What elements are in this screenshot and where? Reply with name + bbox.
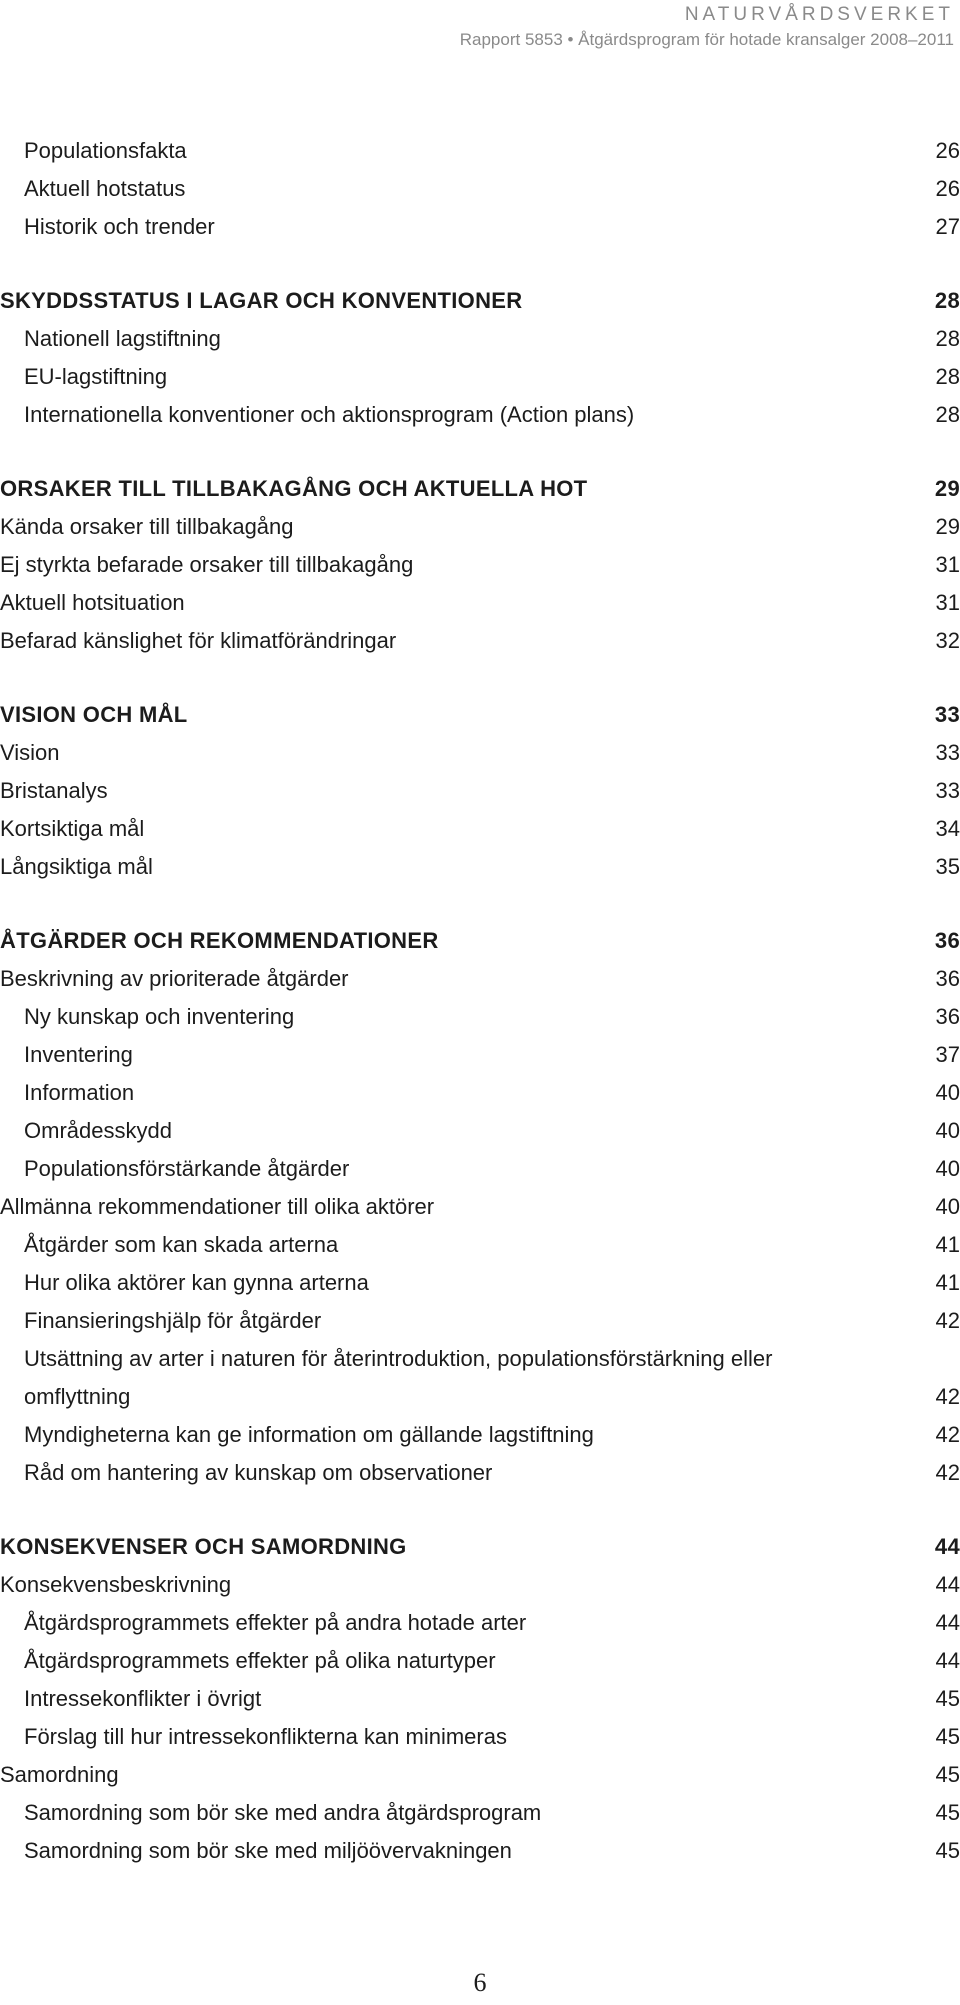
toc-entry-page: 42	[935, 1384, 960, 1409]
toc-entry-title: Inventering	[24, 1042, 133, 1067]
toc-entry[interactable]	[0, 396, 960, 434]
toc-entry-title: Information	[24, 1080, 135, 1105]
toc-entry-page: 29	[934, 476, 960, 501]
toc-entry-page: 28	[935, 402, 960, 427]
toc-entry-page: 31	[935, 590, 960, 615]
toc-entry[interactable]	[0, 734, 960, 772]
toc-entry[interactable]	[0, 1566, 960, 1604]
toc-entry-title: EU-lagstiftning	[24, 364, 168, 389]
toc-entry[interactable]	[0, 1264, 960, 1302]
toc-entry-page: 41	[935, 1270, 960, 1295]
toc-heading[interactable]	[0, 922, 960, 960]
toc-entry-title: Aktuell hotsituation	[0, 590, 185, 615]
toc-entry-title: Ny kunskap och inventering	[24, 1004, 295, 1029]
toc-entry-page: 45	[935, 1800, 960, 1825]
toc-entry[interactable]	[0, 1794, 960, 1832]
toc-entry-title: Kända orsaker till tillbakagång	[0, 514, 294, 539]
toc-entry[interactable]	[0, 1188, 960, 1226]
toc-entry[interactable]	[0, 1074, 960, 1112]
toc-entry-page: 34	[935, 816, 960, 841]
toc-entry-page: 28	[934, 288, 960, 313]
table-of-contents	[0, 132, 960, 1906]
toc-entry[interactable]	[0, 998, 960, 1036]
toc-entry-title: SKYDDSSTATUS I LAGAR OCH KONVENTIONER	[0, 288, 523, 313]
toc-entry[interactable]	[0, 1680, 960, 1718]
toc-entry[interactable]	[0, 170, 960, 208]
toc-entry-title: Historik och trender	[24, 214, 215, 239]
toc-entry-page: 45	[935, 1724, 960, 1749]
toc-entry-title: Bristanalys	[0, 778, 108, 803]
toc-entry-page: 33	[935, 740, 960, 765]
toc-entry[interactable]	[0, 1036, 960, 1074]
toc-entry-title: Befarad känslighet för klimatförändringar	[0, 628, 397, 653]
toc-entry-page: 33	[934, 702, 960, 727]
toc-entry-title: Aktuell hotstatus	[24, 176, 186, 201]
toc-entry-title: Långsiktiga mål	[0, 854, 153, 879]
toc-entry-title: VISION OCH MÅL	[0, 702, 188, 727]
toc-entry-title: Åtgärdsprogrammets effekter på olika naturtyper	[24, 1648, 496, 1673]
toc-entry-title: Vision	[0, 740, 60, 765]
toc-entry[interactable]	[0, 208, 960, 246]
toc-entry[interactable]	[0, 584, 960, 622]
toc-entry-title: Populationsfakta	[24, 138, 187, 163]
toc-entry-title: Kortsiktiga mål	[0, 816, 145, 841]
toc-entry[interactable]	[0, 132, 960, 170]
toc-entry-page: 36	[935, 966, 960, 991]
toc-entry-title: Finansieringshjälp för åtgärder	[24, 1308, 322, 1333]
toc-entry-title: Förslag till hur intressekonflikterna kan minimeras	[24, 1724, 507, 1749]
toc-entry[interactable]	[0, 1718, 960, 1756]
toc-entry-page: 41	[935, 1232, 960, 1257]
toc-entry[interactable]	[0, 1642, 960, 1680]
toc-heading[interactable]	[0, 696, 960, 734]
toc-entry-page: 44	[935, 1648, 960, 1673]
toc-entry[interactable]	[0, 622, 960, 660]
toc-entry-page: 27	[935, 214, 960, 239]
toc-entry-title: Samordning som bör ske med miljöövervakningen	[24, 1838, 512, 1863]
toc-entry-title: Åtgärdsprogrammets effekter på andra hotade arter	[24, 1610, 527, 1635]
toc-entry-page: 44	[935, 1610, 960, 1635]
toc-entry[interactable]	[0, 1340, 960, 1416]
toc-entry-page: 45	[935, 1838, 960, 1863]
toc-entry-page: 36	[935, 1004, 960, 1029]
toc-entry[interactable]	[0, 810, 960, 848]
toc-entry[interactable]	[0, 1150, 960, 1188]
toc-entry-page: 40	[935, 1156, 960, 1181]
toc-entry[interactable]	[0, 1416, 960, 1454]
toc-entry-title: Samordning som bör ske med andra åtgärdsprogram	[24, 1800, 542, 1825]
toc-entry-page: 40	[935, 1080, 960, 1105]
toc-entry[interactable]	[0, 960, 960, 998]
toc-heading[interactable]	[0, 1528, 960, 1566]
toc-entry-title: ÅTGÄRDER OCH REKOMMENDATIONER	[0, 928, 439, 953]
toc-entry[interactable]	[0, 1302, 960, 1340]
page-number: 6	[473, 1968, 487, 1997]
toc-entry-title: Nationell lagstiftning	[24, 326, 221, 351]
toc-entry-title: Utsättning av arter i naturen för återintroduktion, populationsförstärkning eller omflyttning	[24, 1346, 773, 1409]
toc-entry[interactable]	[0, 1604, 960, 1642]
toc-entry[interactable]	[0, 1112, 960, 1150]
toc-entry-page: 28	[935, 326, 960, 351]
toc-entry-title: Populationsförstärkande åtgärder	[24, 1156, 350, 1181]
toc-entry-page: 31	[935, 552, 960, 577]
toc-entry-page: 40	[935, 1194, 960, 1219]
toc-entry-title: Intressekonflikter i övrigt	[24, 1686, 262, 1711]
toc-entry-title: Samordning	[0, 1762, 119, 1787]
toc-entry-page: 32	[935, 628, 960, 653]
toc-entry-page: 42	[935, 1460, 960, 1485]
toc-entry-page: 37	[935, 1042, 960, 1067]
toc-entry-title: Internationella konventioner och aktionsprogram (Action plans)	[24, 402, 635, 427]
toc-entry[interactable]	[0, 320, 960, 358]
toc-section	[0, 470, 960, 660]
toc-entry-page: 26	[935, 176, 960, 201]
toc-entry-page: 26	[935, 138, 960, 163]
toc-entry-page: 29	[935, 514, 960, 539]
toc-entry-page: 35	[935, 854, 960, 879]
toc-entry[interactable]	[0, 358, 960, 396]
toc-entry-title: Beskrivning av prioriterade åtgärder	[0, 966, 349, 991]
toc-entry-page: 42	[935, 1422, 960, 1447]
toc-entry[interactable]	[0, 1756, 960, 1794]
toc-entry-title: Råd om hantering av kunskap om observationer	[24, 1460, 493, 1485]
toc-section	[0, 1528, 960, 1870]
toc-entry-title: Allmänna rekommendationer till olika aktörer	[0, 1194, 435, 1219]
toc-section	[0, 132, 960, 246]
toc-heading[interactable]	[0, 282, 960, 320]
agency-name: NATURVÅRDSVERKET	[684, 4, 954, 25]
toc-entry-page: 33	[935, 778, 960, 803]
toc-section	[0, 922, 960, 1492]
toc-entry-page: 28	[935, 364, 960, 389]
report-title: Rapport 5853 • Åtgärdsprogram för hotade kransalger 2008–2011	[459, 30, 954, 49]
toc-entry-page: 44	[935, 1572, 960, 1597]
toc-entry-title: Myndigheterna kan ge information om gällande lagstiftning	[24, 1422, 594, 1447]
toc-entry-page: 36	[934, 928, 960, 953]
running-header	[460, 2, 954, 52]
toc-entry-title: Ej styrkta befarade orsaker till tillbakagång	[0, 552, 414, 577]
toc-entry-page: 45	[935, 1762, 960, 1787]
toc-entry-page: 45	[935, 1686, 960, 1711]
toc-entry-title: Områdesskydd	[24, 1118, 172, 1143]
toc-entry-title: KONSEKVENSER OCH SAMORDNING	[0, 1534, 407, 1559]
toc-section	[0, 282, 960, 434]
toc-entry[interactable]	[0, 508, 960, 546]
toc-entry-page: 44	[934, 1534, 960, 1559]
toc-entry-title: ORSAKER TILL TILLBAKAGÅNG OCH AKTUELLA HOT	[0, 476, 588, 501]
toc-entry-title: Konsekvensbeskrivning	[0, 1572, 232, 1597]
toc-entry-page: 40	[935, 1118, 960, 1143]
toc-entry-title: Hur olika aktörer kan gynna arterna	[24, 1270, 369, 1295]
toc-entry[interactable]	[0, 1226, 960, 1264]
toc-entry[interactable]	[0, 1454, 960, 1492]
toc-entry[interactable]	[0, 848, 960, 886]
toc-entry[interactable]	[0, 546, 960, 584]
toc-entry[interactable]	[0, 772, 960, 810]
toc-section	[0, 696, 960, 886]
toc-entry-page: 42	[935, 1308, 960, 1333]
toc-entry[interactable]	[0, 1832, 960, 1870]
toc-heading[interactable]	[0, 470, 960, 508]
toc-entry-title: Åtgärder som kan skada arterna	[24, 1232, 339, 1257]
